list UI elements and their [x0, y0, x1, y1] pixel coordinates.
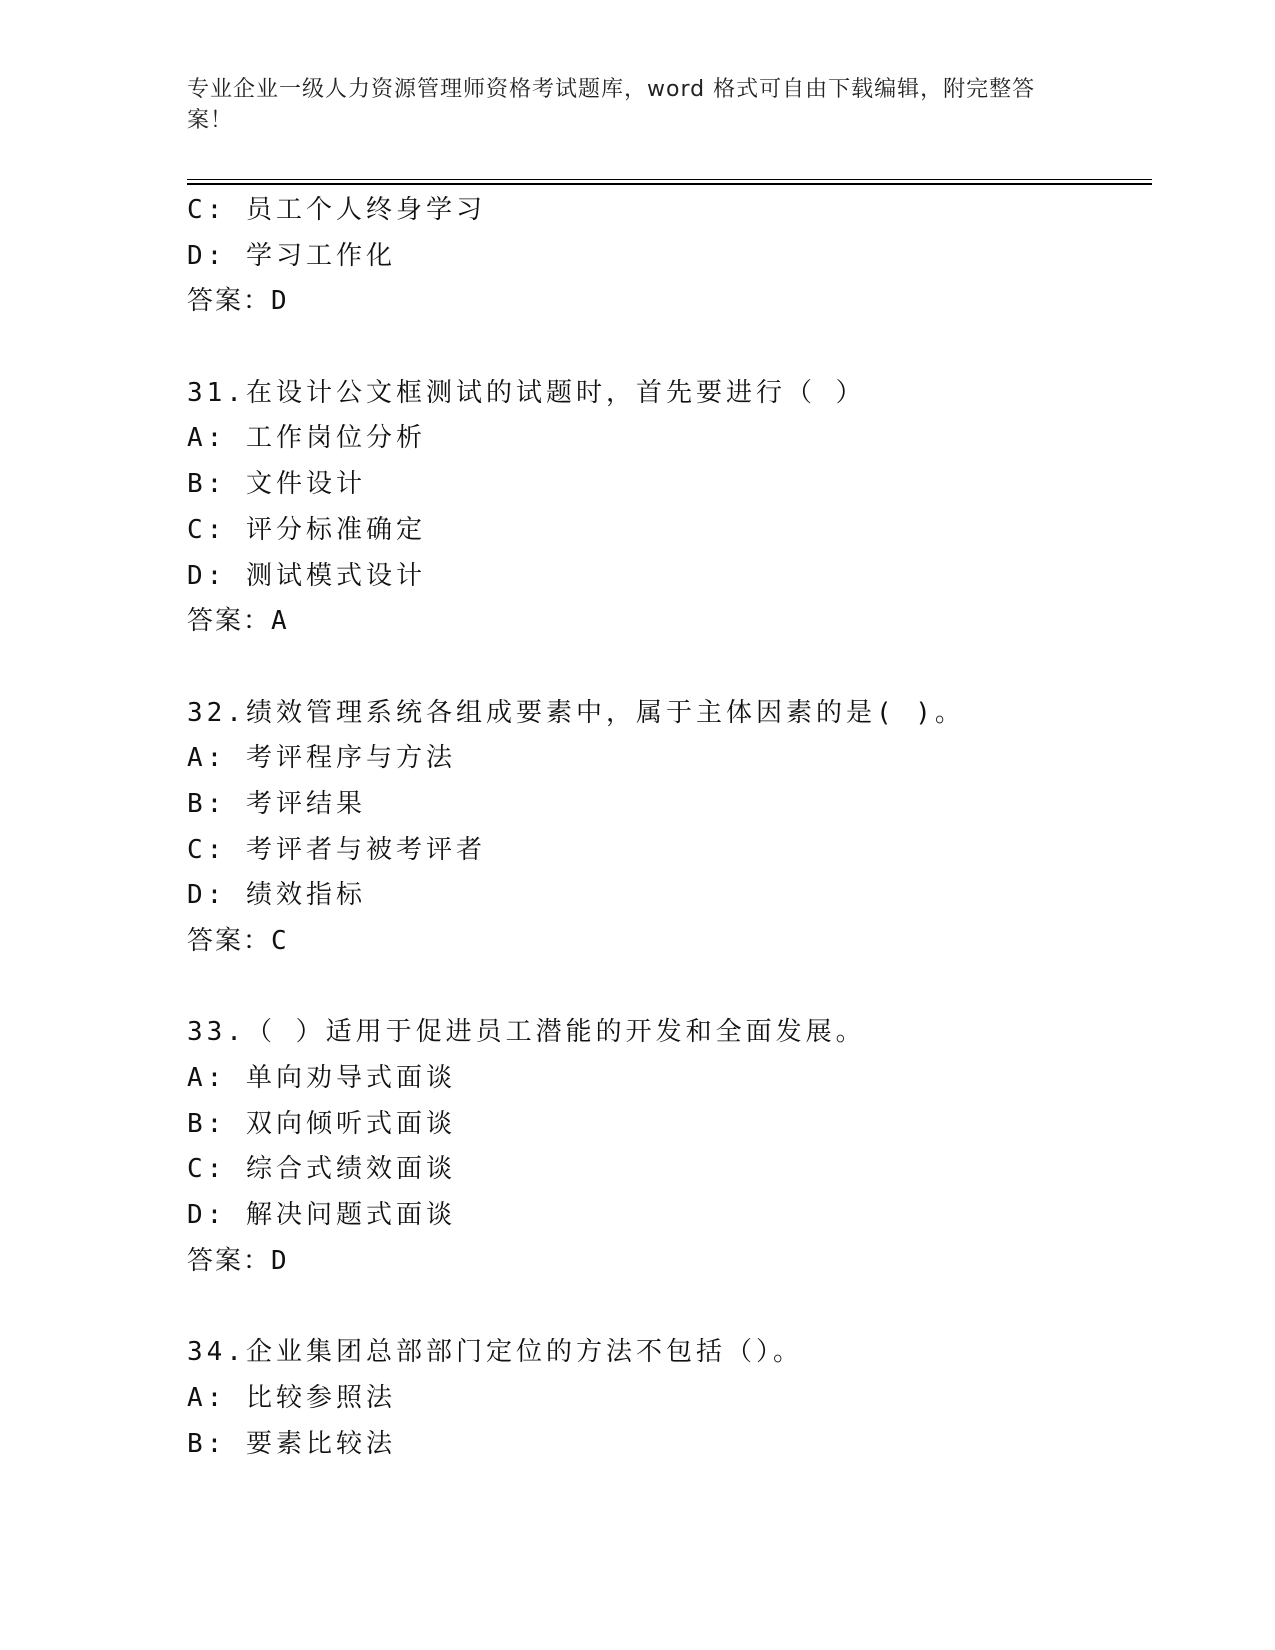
answer-label: 答案： [187, 286, 272, 317]
option-d: D: 解决问题式面谈 [187, 1200, 456, 1231]
option-c: C: 综合式绩效面谈 [187, 1154, 456, 1185]
question-stem: 33.（ ）适用于促进员工潜能的开发和全面发展。 [187, 1017, 866, 1048]
answer-value: D [271, 286, 289, 317]
answer-line [187, 599, 1147, 645]
answer-label: 答案： [187, 926, 272, 956]
option-b: B: 双向倾听式面谈 [187, 1108, 456, 1139]
header-divider-thick [187, 183, 1152, 185]
option-a: A: 考评程序与方法 [187, 743, 456, 774]
answer-label: 答案： [187, 1245, 272, 1276]
answer-line [187, 919, 1147, 965]
answer-value: D [271, 1245, 289, 1276]
option-c: C: 考评者与被考评者 [187, 834, 486, 865]
option-a: A: 工作岗位分析 [187, 423, 426, 454]
document-header: 专业企业一级人力资源管理师资格考试题库，word 格式可自由下载编辑，附完整答案！ [187, 77, 1036, 133]
header-divider [187, 179, 1152, 180]
option-c: C: 评分标准确定 [187, 514, 426, 545]
answer-line [187, 1239, 1147, 1285]
answer-value: A [271, 606, 289, 637]
option-b: B: 要素比较法 [187, 1428, 396, 1459]
answer-value: C [271, 926, 289, 956]
question-stem: 32.绩效管理系统各组成要素中，属于主体因素的是( )。 [187, 697, 965, 728]
option-d: D: 绩效指标 [187, 880, 366, 911]
option-d: D: 学习工作化 [187, 240, 396, 271]
option-d: D: 测试模式设计 [187, 560, 426, 591]
question-stem: 31.在设计公文框测试的试题时，首先要进行（ ） [187, 377, 866, 408]
option-c: C: 员工个人终身学习 [187, 195, 486, 225]
option-b: B: 考评结果 [187, 788, 366, 819]
answer-line [187, 279, 1147, 325]
option-a: A: 单向劝导式面谈 [187, 1063, 456, 1094]
answer-label: 答案： [187, 606, 272, 637]
option-b: B: 文件设计 [187, 469, 366, 500]
question-stem: 34.企业集团总部部门定位的方法不包括（）。 [187, 1337, 803, 1368]
question-list [187, 188, 1147, 1467]
option-a: A: 比较参照法 [187, 1382, 396, 1413]
